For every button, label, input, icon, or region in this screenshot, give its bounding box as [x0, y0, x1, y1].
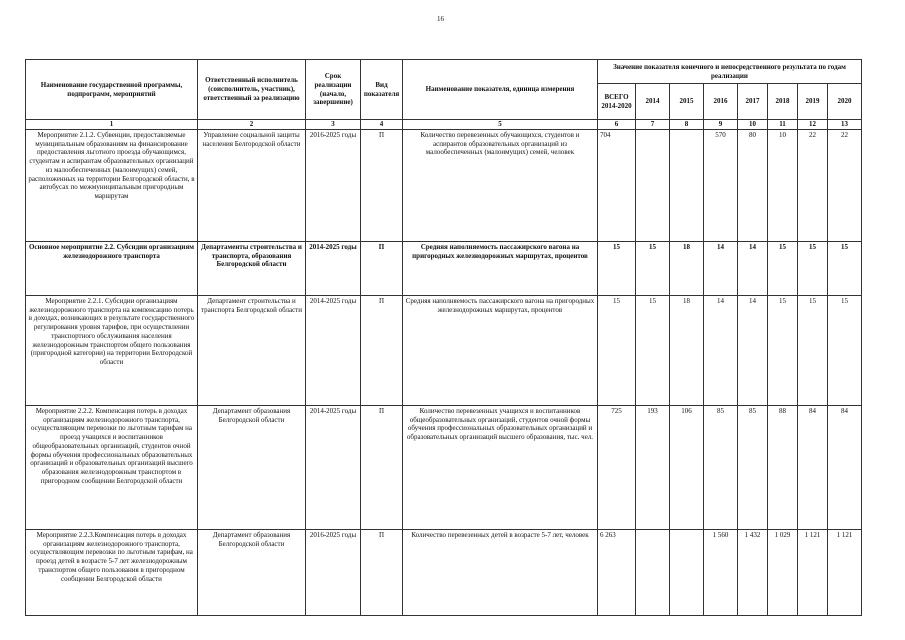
- indicators-table: [25, 59, 862, 616]
- value-2020: 1 121: [828, 529, 862, 615]
- value-2019: 84: [798, 405, 828, 529]
- header-year: 2017: [738, 84, 768, 120]
- program-name: Мероприятие 2.2.1. Субсидии организациям железнодорожного транспорта на компенсацию потерь в доходах, возникающих в результате государственного регулирования уровня тарифов, при осуществлении транспортного обслуживания населения железнодорожным транспортом общего пользования (пригородной категории) на территории Белгородской области: [26, 295, 198, 405]
- value-2017: 1 432: [738, 529, 768, 615]
- header-term: Срок реализации (начало, завершение): [306, 60, 361, 120]
- program-name: Основное мероприятие 2.2. Субсидии организациям железнодорожного транспорта: [26, 241, 198, 295]
- value-2018: 15: [768, 241, 798, 295]
- value-2016: 14: [704, 241, 738, 295]
- column-index: 6: [598, 120, 636, 130]
- value-2015: [670, 129, 704, 241]
- indicator-name: Средняя наполняемость пассажирского вагона на пригородных железнодорожных маршрутах, процентов: [403, 295, 598, 405]
- value-2017: 80: [738, 129, 768, 241]
- table-row: [26, 405, 862, 529]
- value-total: 15: [598, 295, 636, 405]
- column-index: 11: [768, 120, 798, 130]
- value-2014: 15: [636, 295, 670, 405]
- column-index: 2: [198, 120, 306, 130]
- indicator-name: Количество перевезенных детей в возрасте 5-7 лет, человек: [403, 529, 598, 615]
- executor: Департамент образования Белгородской области: [198, 405, 306, 529]
- indicator-type: П: [361, 295, 403, 405]
- page-number: 16: [437, 15, 444, 23]
- header-executor: Ответственный исполнитель (соисполнитель, участник), ответственный за реализацию: [198, 60, 306, 120]
- value-total: 15: [598, 241, 636, 295]
- value-2016: 14: [704, 295, 738, 405]
- header-year: 2018: [768, 84, 798, 120]
- value-2018: 10: [768, 129, 798, 241]
- term: 2014-2025 годы: [306, 405, 361, 529]
- indicator-type: П: [361, 241, 403, 295]
- value-2019: 15: [798, 241, 828, 295]
- value-total: 6 263: [598, 529, 636, 615]
- value-2016: 1 560: [704, 529, 738, 615]
- column-index: 5: [403, 120, 598, 130]
- value-2018: 88: [768, 405, 798, 529]
- indicator-type: П: [361, 129, 403, 241]
- value-total: 725: [598, 405, 636, 529]
- value-2015: 106: [670, 405, 704, 529]
- value-2014: 193: [636, 405, 670, 529]
- column-index: 13: [828, 120, 862, 130]
- header-year: 2016: [704, 84, 738, 120]
- value-2020: 22: [828, 129, 862, 241]
- header-year: 2019: [798, 84, 828, 120]
- executor: Департамент образования Белгородской области: [198, 529, 306, 615]
- header-program: Наименование государственной программы, подпрограмм, мероприятий: [26, 60, 198, 120]
- column-index: 9: [704, 120, 738, 130]
- column-index: 10: [738, 120, 768, 130]
- column-index-row: [26, 120, 862, 130]
- table-row: [26, 129, 862, 241]
- indicator-name: Средняя наполняемость пассажирского вагона на пригородных железнодорожных маршрутах, процентов: [403, 241, 598, 295]
- header-values-group: Значение показателя конечного и непосредственного результата по годам реализации: [598, 60, 862, 84]
- value-2016: 570: [704, 129, 738, 241]
- program-name: Мероприятие 2.2.2. Компенсация потерь в доходах организациям железнодорожного транспорта, осуществляющим перевозки по льготным тарифам на проезд учащихся и воспитанников общеобразовательных организаций, студентов очной формы обучения профессиональных образовательных организаций и образовательных организаций высшего образования железнодорожным транспортом в пригородном сообщении Белгородской области: [26, 405, 198, 529]
- value-2016: 85: [704, 405, 738, 529]
- value-2014: 15: [636, 241, 670, 295]
- column-index: 12: [798, 120, 828, 130]
- table-row: [26, 529, 862, 615]
- value-2018: 1 029: [768, 529, 798, 615]
- value-total: 704: [598, 129, 636, 241]
- header-year: 2020: [828, 84, 862, 120]
- header-year: 2014: [636, 84, 670, 120]
- program-name: Мероприятие 2.2.3.Компенсация потерь в доходах организациям железнодорожного транспорта, осуществляющим перевозки по льготным тарифам, на проезд детей в возрасте 5-7 лет железнодорожным транспортом общего пользования в пригородном сообщении Белгородской области: [26, 529, 198, 615]
- value-2020: 84: [828, 405, 862, 529]
- term: 2014-2025 годы: [306, 241, 361, 295]
- value-2015: [670, 529, 704, 615]
- value-2017: 14: [738, 241, 768, 295]
- value-2020: 15: [828, 241, 862, 295]
- executor: Департаменты строительства и транспорта, образования Белгородской области: [198, 241, 306, 295]
- indicator-type: П: [361, 405, 403, 529]
- value-2014: [636, 129, 670, 241]
- column-index: 7: [636, 120, 670, 130]
- value-2017: 14: [738, 295, 768, 405]
- value-2020: 15: [828, 295, 862, 405]
- column-index: 4: [361, 120, 403, 130]
- value-2018: 15: [768, 295, 798, 405]
- value-2015: 18: [670, 295, 704, 405]
- indicator-name: Количество перевезенных обучающихся, студентов и аспирантов образовательных организаций из малообеспеченных (малоимущих) семей, человек: [403, 129, 598, 241]
- value-2015: 18: [670, 241, 704, 295]
- value-2019: 1 121: [798, 529, 828, 615]
- table-row: [26, 241, 862, 295]
- value-2019: 22: [798, 129, 828, 241]
- term: 2016-2025 годы: [306, 529, 361, 615]
- value-2019: 15: [798, 295, 828, 405]
- header-type: Вид показателя: [361, 60, 403, 120]
- indicator-name: Количество перевезенных учащихся и воспитанников общеобразовательных организаций, студентов очной формы обучения профессиональных образовательных организаций и образовательных организаций высшего образования, тыс. чел.: [403, 405, 598, 529]
- header-indicator: Наименование показателя, единица измерения: [403, 60, 598, 120]
- executor: Управление социальной защиты населения Белгородской области: [198, 129, 306, 241]
- term: 2014-2025 годы: [306, 295, 361, 405]
- header-year: ВСЕГО 2014-2020: [598, 84, 636, 120]
- column-index: 1: [26, 120, 198, 130]
- column-index: 8: [670, 120, 704, 130]
- value-2017: 85: [738, 405, 768, 529]
- program-name: Мероприятие 2.1.2. Субвенции, предоставляемые муниципальным образованиям на финансирование предоставления льготного проезда обучающимся, студентам и аспирантам образовательных организаций из малообеспеченных (малоимущих) семей, расположенных на территории Белгородской области, в автобусах по межмуниципальным пригородным маршрутам: [26, 129, 198, 241]
- executor: Департамент строительства и транспорта Белгородской области: [198, 295, 306, 405]
- indicator-type: П: [361, 529, 403, 615]
- term: 2016-2025 годы: [306, 129, 361, 241]
- column-index: 3: [306, 120, 361, 130]
- table-row: [26, 295, 862, 405]
- header-year: 2015: [670, 84, 704, 120]
- value-2014: [636, 529, 670, 615]
